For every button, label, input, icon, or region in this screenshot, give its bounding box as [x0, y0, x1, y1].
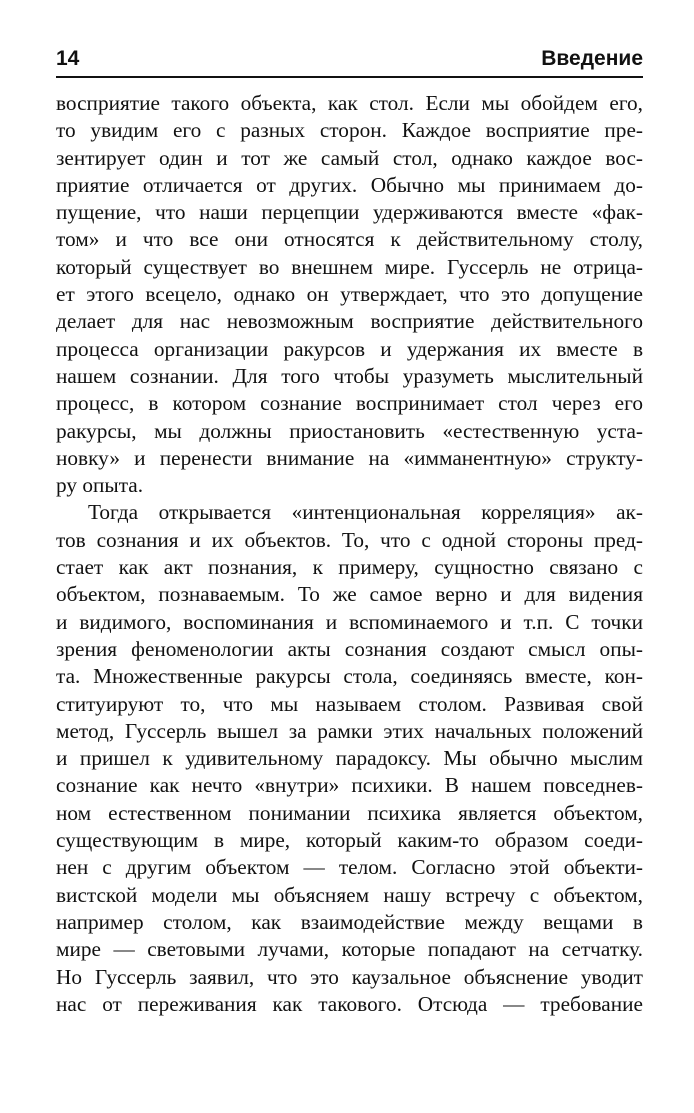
text-line: ституируют то, что мы называем столом. Развивая свой	[56, 691, 643, 716]
text-line: который существует во внешнем мире. Гуссерль не отрица-	[56, 254, 643, 279]
text-line: существующим в мире, который каким-то образом соеди-	[56, 828, 643, 853]
text-line: процесс, в котором сознание воспринимает стол через его	[56, 391, 643, 416]
text-line: новку» и перенести внимание на «имманентную» структу-	[56, 445, 643, 470]
text-line: тов сознания и их объектов. То, что с одной стороны пред-	[56, 527, 643, 552]
text-line: нашем сознании. Для того чтобы уразуметь мыслительный	[56, 363, 643, 388]
running-header	[56, 44, 643, 74]
text-line: и пришел к удивительному парадоксу. Мы обычно мыслим	[56, 746, 643, 771]
text-line: том» и что все они относятся к действительному столу,	[56, 227, 643, 252]
text-line: и видимого, воспоминания и вспоминаемого и т.п. С точки	[56, 609, 643, 634]
text-line: сознание как нечто «внутри» психики. В нашем повседнев-	[56, 773, 643, 798]
text-line: ракурсы, мы должны приостановить «естественную уста-	[56, 418, 643, 443]
text-line: процесса организации ракурсов и удержания их вместе в	[56, 336, 643, 361]
text-line: нен с другим объектом — телом. Согласно этой объекти-	[56, 855, 643, 880]
header-rule	[56, 76, 643, 78]
section-title: Введение	[541, 47, 643, 70]
paragraph	[56, 90, 643, 499]
text-line: Тогда открывается «интенциональная корреляция» ак-	[88, 500, 643, 525]
text-line: делает для нас невозможным восприятие действительного	[56, 309, 643, 334]
text-line: метод, Гуссерль вышел за рамки этих начальных положений	[56, 718, 643, 743]
text-line: приятие отличается от других. Обычно мы принимаем до-	[56, 172, 643, 197]
text-line: мире — световыми лучами, которые попадают на сетчатку.	[56, 937, 643, 962]
text-line: ру опыта.	[56, 473, 144, 498]
text-line: восприятие такого объекта, как стол. Если мы обойдем его,	[56, 91, 643, 115]
text-line: ет этого всецело, однако он утверждает, что это допущение	[56, 282, 643, 307]
body-text	[56, 90, 643, 1018]
text-line: та. Множественные ракурсы стола, соединяясь вместе, кон-	[56, 664, 643, 689]
text-line: ном естественном понимании психика является объектом,	[56, 800, 643, 825]
text-line: например столом, как взаимодействие между вещами в	[56, 909, 643, 934]
page-number: 14	[56, 47, 80, 70]
text-line: вистской модели мы объясняем нашу встречу с объектом,	[56, 882, 643, 907]
text-line: зрения феноменологии акты сознания создают смысл опы-	[56, 636, 643, 661]
text-line: стает как акт познания, к примеру, сущностно связано с	[56, 555, 643, 580]
text-line: Но Гуссерль заявил, что это каузальное объяснение уводит	[56, 964, 643, 989]
text-line: пущение, что наши перцепции удерживаются вместе «фак-	[56, 200, 643, 225]
text-line: зентирует один и тот же самый стол, однако каждое вос-	[56, 145, 643, 170]
book-page	[56, 44, 643, 1018]
text-line: то увидим его с разных сторон. Каждое восприятие пре-	[56, 118, 643, 143]
paragraph	[56, 499, 643, 1018]
text-line: нас от переживания как такового. Отсюда — требование	[56, 991, 643, 1016]
text-line: объектом, познаваемым. То же самое верно и для видения	[56, 582, 643, 607]
